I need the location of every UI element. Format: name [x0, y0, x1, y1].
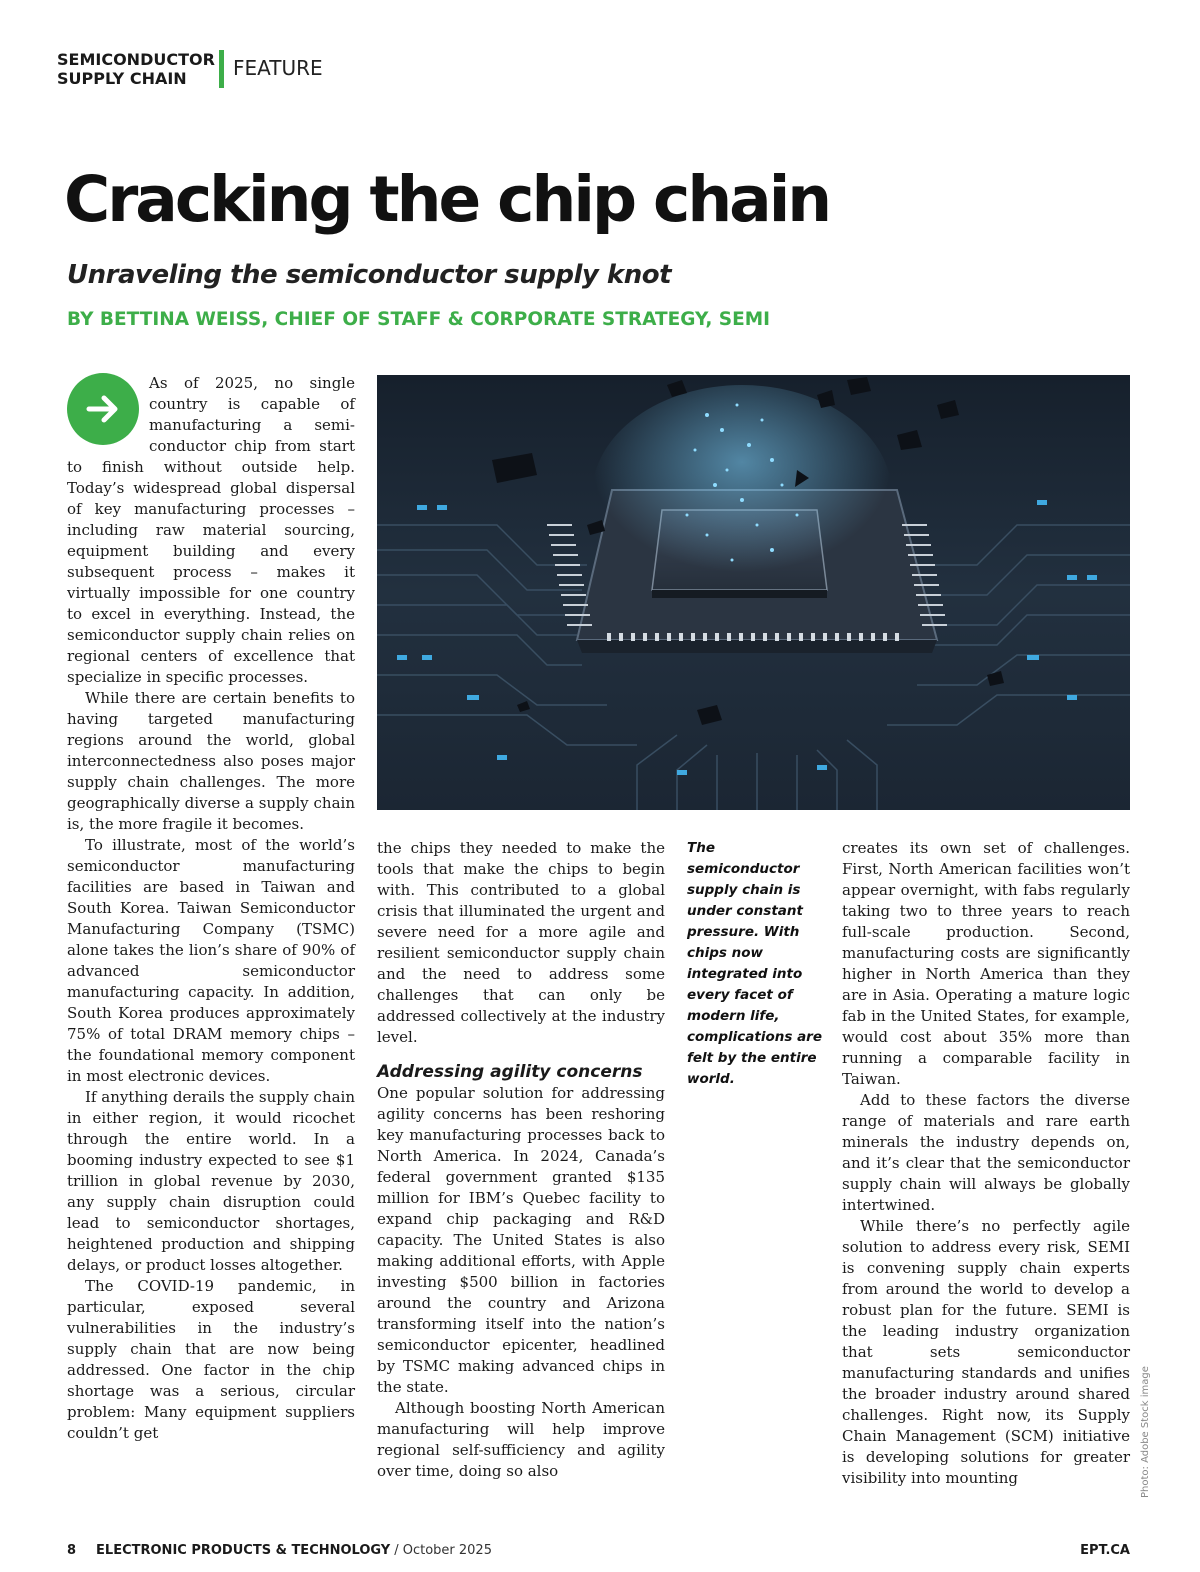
issue-date: / October 2025	[394, 1543, 492, 1558]
paragraph: creates its own set of challenges. First, North American facilities won’t appear overnight, with fabs regularly taking two to three years to reach full-scale production. Second, manufacturing costs are significantly higher in North America than they are in Asia. Operating a mature logic fab in the United States, for example, would cost about 35% more than running a comparable facility in Taiwan.	[842, 839, 1130, 1088]
column-4	[842, 838, 1130, 1489]
paragraph: If anything derails the supply chain in either region, it would ricochet through the entire world. In a booming industry expected to see $1 trillion in global revenue by 2030, any supply chain disruption could lead to semiconductor shortages, heightened production and shipping delays, or product losses altogether.	[67, 1088, 355, 1274]
paragraph: To illustrate, most of the world’s semiconductor manufacturing facilities are based in Taiwan and South Korea. Taiwan Semiconductor Manufacturing Company (TSMC) alone takes the lion’s share of 90% of advanced semiconductor manufacturing capacity. In addition, South Korea produces approximately 75% of total DRAM memory chips – the foundational memory component in most electronic devices.	[67, 836, 355, 1085]
paragraph: While there’s no perfectly agile solution to address every risk, SEMI is convening supply chain experts from around the world to develop a robust plan for the future. SEMI is the leading industry organization that sets semiconductor manufacturing standards and unifies the broader industry around shared challenges. Right now, its Supply Chain Management (SCM) initiative is developing solutions for greater visibility into mounting	[842, 1217, 1130, 1487]
paragraph: While there are certain benefits to having targeted manufacturing regions around the world, global interconnectedness also poses major supply chain challenges. The more geographically diverse a supply chain is, the more fragile it becomes.	[67, 689, 355, 833]
arrow-right-glyph	[81, 387, 125, 431]
section-heading: Addressing agility concerns	[377, 1062, 643, 1082]
publication-name: ELECTRONIC PRODUCTS & TECHNOLOGY	[96, 1543, 391, 1558]
article-byline: BY BETTINA WEISS, CHIEF OF STAFF & CORPORATE STRATEGY, SEMI	[67, 309, 771, 330]
section-name-line2: SUPPLY CHAIN	[57, 69, 187, 88]
page-footer	[67, 1542, 1130, 1560]
paragraph: As of 2025, no single country is capable of manufacturing a semi-conductor chip from start to finish without outside help. Today’s widespread global dispersal of key manufacturing processes – including raw material sourcing, equipment building and every subsequent process – makes it virtually impossible for one country to excel in everything. Instead, the semiconductor supply chain relies on regional centers of excellence that specialize in specific processes.	[67, 374, 355, 686]
paragraph: the chips they needed to make the tools that make the chips to begin with. This contributed to a global crisis that illuminated the urgent and severe need for a more agile and resilient semiconductor supply chain and the need to address some challenges that can only be addressed collectively at the industry level.	[377, 839, 665, 1046]
article-subtitle: Unraveling the semiconductor supply knot	[67, 260, 671, 290]
section-kind: FEATURE	[233, 56, 323, 80]
paragraph: One popular solution for addressing agility concerns has been reshoring key manufacturing processes back to North America. In 2024, Canada’s federal government granted $135 million for IBM’s Quebec facility to expand chip packaging and R&D capacity. The United States is also making additional efforts, with Apple investing $500 billion in factories around the country and Arizona transforming itself into the nation’s semiconductor epicenter, headlined by TSMC making advanced chips in the state.	[377, 1084, 665, 1396]
photo-credit: Photo: Adobe Stock image	[1140, 1366, 1151, 1498]
section-tag	[57, 50, 323, 88]
paragraph: Although boosting North American manufacturing will help improve regional self-sufficiency and agility over time, doing so also	[377, 1399, 665, 1480]
microchip-image	[377, 375, 1130, 810]
paragraph: The COVID-19 pandemic, in particular, exposed several vulnerabilities in the industry’s supply chain that are now being addressed. One factor in the chip shortage was a serious, circular problem: Many equipment suppliers couldn’t get	[67, 1277, 355, 1442]
paragraph: Add to these factors the diverse range of materials and rare earth minerals the industry depends on, and it’s clear that the semiconductor supply chain will always be globally intertwined.	[842, 1091, 1130, 1214]
column-1	[67, 373, 355, 1444]
section-name-line1: SEMICONDUCTOR	[57, 50, 215, 69]
article-title: Cracking the chip chain	[64, 163, 830, 236]
arrow-right-icon	[67, 373, 139, 445]
column-2	[377, 838, 665, 1482]
pull-quote: The semiconductor supply chain is under constant pressure. With chips now integrated into every facet of modern life, complications are felt by the entire world.	[687, 840, 822, 1087]
website-link[interactable]: EPT.CA	[1080, 1543, 1130, 1558]
page-number: 8	[67, 1543, 77, 1558]
section-divider	[219, 50, 224, 88]
section-name	[57, 50, 219, 88]
